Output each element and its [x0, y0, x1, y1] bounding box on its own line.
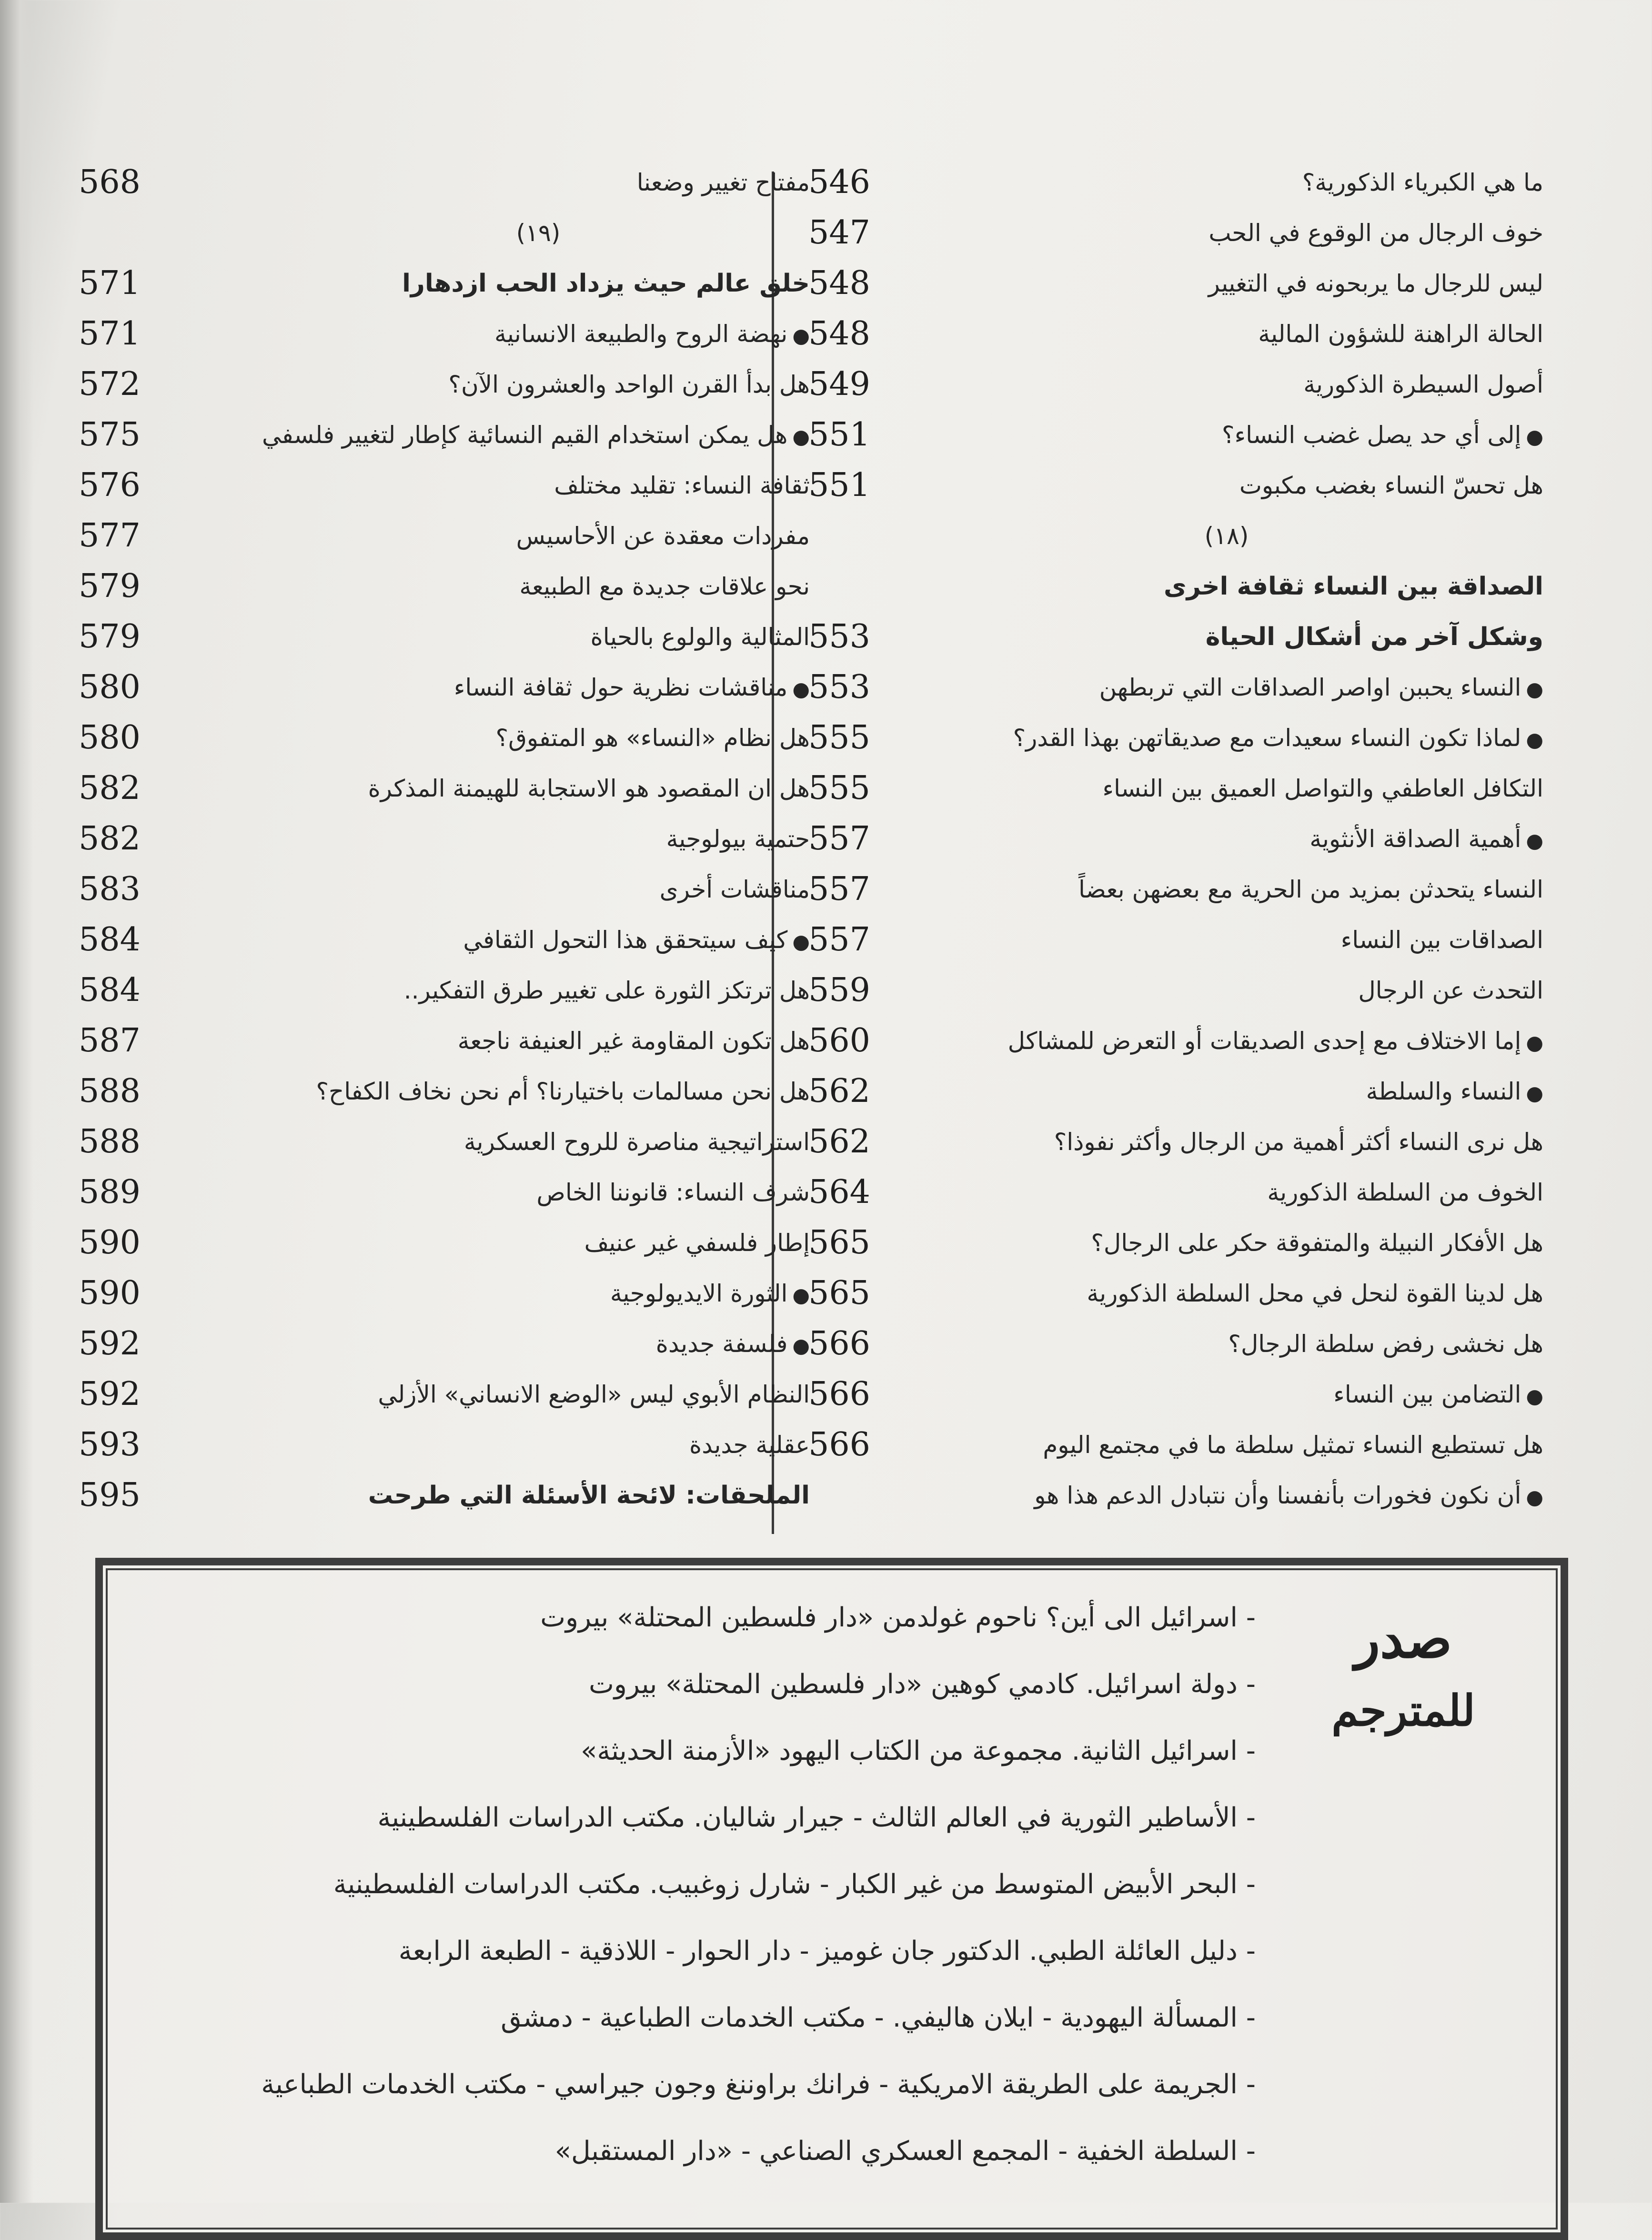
toc-right-entry: [910, 1117, 1543, 1167]
toc-left-entry: [267, 157, 810, 208]
toc-right-entry-title: هل لدينا القوة لنحل في محل السلطة الذكورية: [1087, 1280, 1543, 1307]
toc-left-entry-title: نحو علاقات جديدة مع الطبيعة: [519, 573, 810, 600]
toc-right-page-number: 566: [808, 1325, 870, 1362]
toc-left-page-number: 582: [79, 820, 141, 858]
toc-left-page-number: 592: [79, 1375, 141, 1413]
toc-left-entry-title: مفردات معقدة عن الأحاسيس: [516, 522, 810, 550]
translator-publications-box: [95, 1558, 1568, 2240]
toc-left-entry-title: مناقشات أخرى: [659, 876, 810, 903]
toc-left-entry-title: هل يمكن استخدام القيم النسائية كإطار لتغيير فلسفي: [262, 421, 788, 449]
bullet-icon: ●: [1526, 677, 1543, 701]
toc-left-entry: [267, 258, 810, 309]
toc-right-entry: [910, 1016, 1543, 1066]
toc-left-entry-title: هل بدأ القرن الواحد والعشرون الآن؟: [448, 371, 810, 398]
toc-right-entry: [910, 1420, 1543, 1470]
toc-right-entry-title: الحالة الراهنة للشؤون المالية: [1258, 320, 1543, 348]
toc-left-page-number: 588: [79, 1123, 141, 1160]
toc-left-page-number: 587: [79, 1022, 141, 1059]
toc-left-entry: [267, 460, 810, 511]
bullet-icon: ●: [792, 929, 810, 953]
toc-right-page-number: 562: [808, 1072, 870, 1110]
toc-left-page-number: 571: [79, 264, 141, 302]
toc-right-page-number: 565: [808, 1274, 870, 1312]
toc-right-page-number: 562: [808, 1123, 870, 1160]
toc-left-entry: [267, 713, 810, 763]
toc-right-entry: [910, 662, 1543, 713]
toc-right-page-number: 553: [808, 668, 870, 706]
toc-left-entry-title: كيف سيتحقق هذا التحول الثقافي: [463, 926, 788, 954]
toc-right-page-number: 548: [808, 315, 870, 353]
toc-left-page-number: 571: [79, 315, 141, 353]
page-edge-shadow: [0, 0, 33, 2203]
toc-right-entry: [910, 763, 1543, 814]
toc-right-entry: [910, 157, 1543, 208]
toc-right-page-number: 557: [808, 921, 870, 959]
toc-right-entry: [910, 1167, 1543, 1218]
toc-right-column: [910, 157, 1543, 1521]
bullet-icon: ●: [792, 1333, 810, 1357]
toc-left-entry-title: هل نظام «النساء» هو المتفوق؟: [495, 724, 810, 752]
publication-item: - الجريمة على الطريقة الامريكية - فرانك براوننغ وجون جيراسي - مكتب الخدمات الطباعية: [261, 2069, 1256, 2100]
toc-right-page-number: 551: [808, 416, 870, 454]
bullet-icon: ●: [1526, 828, 1543, 852]
toc-left-entry: [267, 1117, 810, 1167]
toc-left-page-number: 580: [79, 719, 141, 757]
toc-right-entry-title: إما الاختلاف مع إحدى الصديقات أو التعرض للمشاكل: [1007, 1027, 1521, 1055]
toc-left-entry: [267, 915, 810, 965]
toc-left-entry: [267, 208, 810, 258]
toc-left-entry-title: النظام الأبوي ليس «الوضع الانساني» الأزلي: [378, 1381, 810, 1408]
toc-right-entry-title: لماذا تكون النساء سعيدات مع صديقاتهن بهذا القدر؟: [1013, 724, 1521, 752]
bullet-icon: ●: [1526, 424, 1543, 448]
toc-left-entry-title: مناقشات نظرية حول ثقافة النساء: [453, 674, 788, 701]
toc-left-page-number: 584: [79, 921, 141, 959]
box-title-line1: صدر: [1354, 1608, 1452, 1670]
toc-right-entry-title: هل تحسّ النساء بغضب مكبوت: [1239, 472, 1543, 499]
toc-left-entry: [267, 1167, 810, 1218]
toc-right-entry-title: الخوف من السلطة الذكورية: [1267, 1179, 1543, 1206]
toc-right-entry-title: هل نخشى رفض سلطة الرجال؟: [1228, 1330, 1543, 1358]
bullet-icon: ●: [1526, 727, 1543, 751]
toc-right-entry: [910, 965, 1543, 1016]
toc-left-entry-title: هل نحن مسالمات باختيارنا؟ أم نحن نخاف الكفاح؟: [316, 1078, 810, 1105]
toc-left-entry-title: هل ان المقصود هو الاستجابة للهيمنة المذكرة: [368, 775, 810, 802]
publication-item: - المسألة اليهودية - ايلان هاليفي. - مكتب الخدمات الطباعية - دمشق: [501, 2002, 1256, 2033]
toc-left-entry: [267, 561, 810, 612]
toc-left-page-number: 588: [79, 1072, 141, 1110]
bullet-icon: ●: [1526, 1384, 1543, 1408]
toc-right-entry-title: ليس للرجال ما يربحونه في التغيير: [1208, 270, 1543, 297]
toc-left-entry-title: استراتيجية مناصرة للروح العسكرية: [463, 1128, 810, 1156]
toc-right-entry: [910, 1369, 1543, 1420]
toc-left-entry-title: الملحقات: لائحة الأسئلة التي طرحت: [368, 1481, 810, 1510]
toc-left-page-numbers: [71, 157, 148, 1521]
toc-right-entry: [910, 511, 1543, 561]
toc-left-entry: [267, 1420, 810, 1470]
toc-left-entry-title: الثورة الايديولوجية: [610, 1280, 788, 1307]
toc-left-entry-title: فلسفة جديدة: [655, 1330, 788, 1358]
toc-right-entry: [910, 1218, 1543, 1268]
toc-right-entry-title: النساء والسلطة: [1366, 1078, 1521, 1105]
toc-left-entry: [267, 1470, 810, 1521]
toc-left-page-number: 579: [79, 618, 141, 656]
toc-left-page-number: 576: [79, 466, 141, 504]
box-title-line2: للمترجم: [1331, 1685, 1475, 1736]
bullet-icon: ●: [792, 424, 810, 448]
toc-right-page-number: 565: [808, 1224, 870, 1261]
toc-left-page-number: 572: [79, 365, 141, 403]
toc-right-page-number: 560: [808, 1022, 870, 1059]
toc-left-entry-title: عقلية جديدة: [689, 1431, 810, 1459]
toc-left-page-number: 589: [79, 1173, 141, 1211]
toc-left-entry: [267, 511, 810, 561]
bullet-icon: ●: [1526, 1485, 1543, 1509]
toc-right-entry: [910, 561, 1543, 612]
toc-left-page-number: 592: [79, 1325, 141, 1362]
toc-right-entry-title: (١٨): [1204, 522, 1249, 550]
toc-right-page-number: 553: [808, 618, 870, 656]
toc-left-entry: [267, 359, 810, 410]
toc-right-entry-title: التحدث عن الرجال: [1358, 977, 1543, 1004]
toc-left-entry-title: مفتاح تغيير وضعنا: [636, 169, 810, 196]
toc-right-entry-title: أهمية الصداقة الأنثوية: [1310, 825, 1521, 853]
toc-right-entry-title: هل نرى النساء أكثر أهمية من الرجال وأكثر نفوذا؟: [1054, 1128, 1543, 1156]
toc-right-entry-title: النساء يحببن اواصر الصداقات التي تربطهن: [1099, 674, 1521, 701]
toc-right-entry: [910, 460, 1543, 511]
toc-left-entry: [267, 1218, 810, 1268]
toc-left-entry-title: (١٩): [516, 219, 561, 247]
toc-right-entry: [910, 309, 1543, 359]
toc-right-page-number: 551: [808, 466, 870, 504]
toc-right-entry-title: النساء يتحدثن بمزيد من الحرية مع بعضهن بعضاً: [1078, 876, 1543, 903]
toc-left-page-number: 595: [79, 1476, 141, 1514]
toc-left-entry: [267, 1268, 810, 1319]
toc-left-column: [262, 157, 810, 1521]
toc-right-entry-title: الصداقة بين النساء ثقافة اخرى: [1164, 572, 1543, 601]
toc-left-page-number: 582: [79, 769, 141, 807]
toc-left-page-number: 583: [79, 870, 141, 908]
toc-right-entry-title: هل الأفكار النبيلة والمتفوقة حكر على الرجال؟: [1091, 1229, 1543, 1257]
toc-right-entry: [910, 713, 1543, 763]
toc-right-page-number: 548: [808, 264, 870, 302]
toc-right-entry: [910, 1470, 1543, 1521]
toc-left-entry: [267, 662, 810, 713]
toc-left-entry: [267, 864, 810, 915]
toc-left-entry: [267, 1016, 810, 1066]
toc-right-entry-title: أصول السيطرة الذكورية: [1303, 371, 1543, 398]
toc-right-entry-title: التضامن بين النساء: [1333, 1381, 1521, 1408]
toc-right-entry: [910, 359, 1543, 410]
toc-right-page-number: 546: [808, 163, 870, 201]
toc-left-page-number: 584: [79, 971, 141, 1009]
toc-right-entry: [910, 208, 1543, 258]
toc-right-page-number: 549: [808, 365, 870, 403]
bullet-icon: ●: [792, 677, 810, 701]
toc-left-page-number: 579: [79, 567, 141, 605]
toc-left-entry-title: إطار فلسفي غير عنيف: [584, 1229, 810, 1257]
bullet-icon: ●: [1526, 1030, 1543, 1054]
publication-item: - السلطة الخفية - المجمع العسكري الصناعي - «دار المستقبل»: [554, 2136, 1256, 2167]
toc-right-entry: [910, 612, 1543, 662]
toc-left-entry: [267, 1066, 810, 1117]
toc-right-page-number: 555: [808, 769, 870, 807]
bullet-icon: ●: [792, 323, 810, 347]
toc-left-entry: [267, 814, 810, 864]
toc-left-entry-title: هل ترتكز الثورة على تغيير طرق التفكير..: [403, 977, 810, 1004]
toc-right-entry: [910, 1066, 1543, 1117]
toc-right-entry-title: إلى أي حد يصل غضب النساء؟: [1222, 421, 1521, 449]
toc-right-page-number: 559: [808, 971, 870, 1009]
publication-item: - اسرائيل الثانية. مجموعة من الكتاب اليهود «الأزمنة الحديثة»: [581, 1735, 1256, 1766]
toc-right-page-number: 557: [808, 820, 870, 858]
toc-left-entry: [267, 1369, 810, 1420]
toc-right-entry-title: أن نكون فخورات بأنفسنا وأن نتبادل الدعم هذا هو: [1034, 1482, 1521, 1509]
toc-left-page-number: 593: [79, 1426, 141, 1463]
publication-item: - الأساطير الثورية في العالم الثالث - جيرار شاليان. مكتب الدراسات الفلسطينية: [377, 1802, 1256, 1833]
publication-item: - دليل العائلة الطبي. الدكتور جان غوميز - دار الحوار - اللاذقية - الطبعة الرابعة: [398, 1936, 1256, 1967]
toc-left-entry: [267, 309, 810, 359]
toc-right-page-number: 566: [808, 1375, 870, 1413]
bullet-icon: ●: [1526, 1081, 1543, 1105]
toc-left-entry-title: نهضة الروح والطبيعة الانسانية: [494, 320, 788, 348]
toc-right-page-number: 557: [808, 870, 870, 908]
toc-right-entry: [910, 1319, 1543, 1369]
toc-left-entry-title: ثقافة النساء: تقليد مختلف: [554, 472, 810, 499]
toc-right-entry-title: الصداقات بين النساء: [1340, 926, 1543, 954]
toc-left-entry-title: خلق عالم حيث يزداد الحب ازدهارا: [402, 269, 810, 298]
toc-right-page-number: 566: [808, 1426, 870, 1463]
toc-right-entry-title: هل تستطيع النساء تمثيل سلطة ما في مجتمع اليوم: [1043, 1431, 1543, 1459]
toc-left-page-number: 568: [79, 163, 141, 201]
toc-right-entry-title: ما هي الكبرياء الذكورية؟: [1302, 169, 1543, 196]
toc-left-page-number: 577: [79, 517, 141, 555]
publication-item: - اسرائيل الى أين؟ ناحوم غولدمن «دار فلسطين المحتلة» بيروت: [540, 1602, 1256, 1633]
toc-right-entry-title: وشكل آخر من أشكال الحياة: [1205, 623, 1543, 651]
publication-item: - البحر الأبيض المتوسط من غير الكبار - شارل زوغبيب. مكتب الدراسات الفلسطينية: [333, 1869, 1256, 1900]
box-title: [1303, 1604, 1503, 1746]
toc-right-page-number: 547: [808, 214, 870, 252]
toc-left-entry: [267, 612, 810, 662]
toc-left-entry-title: هل تكون المقاومة غير العنيفة ناجعة: [457, 1027, 810, 1055]
toc-right-entry: [910, 410, 1543, 460]
toc-right-page-number: 555: [808, 719, 870, 757]
toc-left-page-number: 590: [79, 1224, 141, 1261]
toc-right-entry: [910, 1268, 1543, 1319]
toc-left-page-number: 580: [79, 668, 141, 706]
publications-list: [151, 1584, 1256, 2185]
toc-left-page-number: 575: [79, 416, 141, 454]
toc-right-entry: [910, 258, 1543, 309]
toc-right-entry-title: خوف الرجال من الوقوع في الحب: [1209, 219, 1543, 247]
toc-left-page-number: 590: [79, 1274, 141, 1312]
toc-left-entry: [262, 410, 810, 460]
toc-right-entry: [910, 864, 1543, 915]
toc-left-entry-title: شرف النساء: قانوننا الخاص: [536, 1179, 810, 1206]
toc-left-entry-title: المثالية والولوع بالحياة: [590, 623, 810, 651]
publication-item: - دولة اسرائيل. كادمي كوهين «دار فلسطين المحتلة» بيروت: [589, 1669, 1256, 1700]
toc-left-entry: [267, 1319, 810, 1369]
toc-right-page-number: 564: [808, 1173, 870, 1211]
toc-right-entry: [910, 814, 1543, 864]
toc-left-entry: [267, 965, 810, 1016]
toc-right-entry-title: التكافل العاطفي والتواصل العميق بين النساء: [1102, 775, 1543, 802]
toc-left-entry-title: حتمية بيولوجية: [666, 825, 810, 853]
bullet-icon: ●: [792, 1283, 810, 1307]
toc-right-entry: [910, 915, 1543, 965]
toc-left-entry: [267, 763, 810, 814]
